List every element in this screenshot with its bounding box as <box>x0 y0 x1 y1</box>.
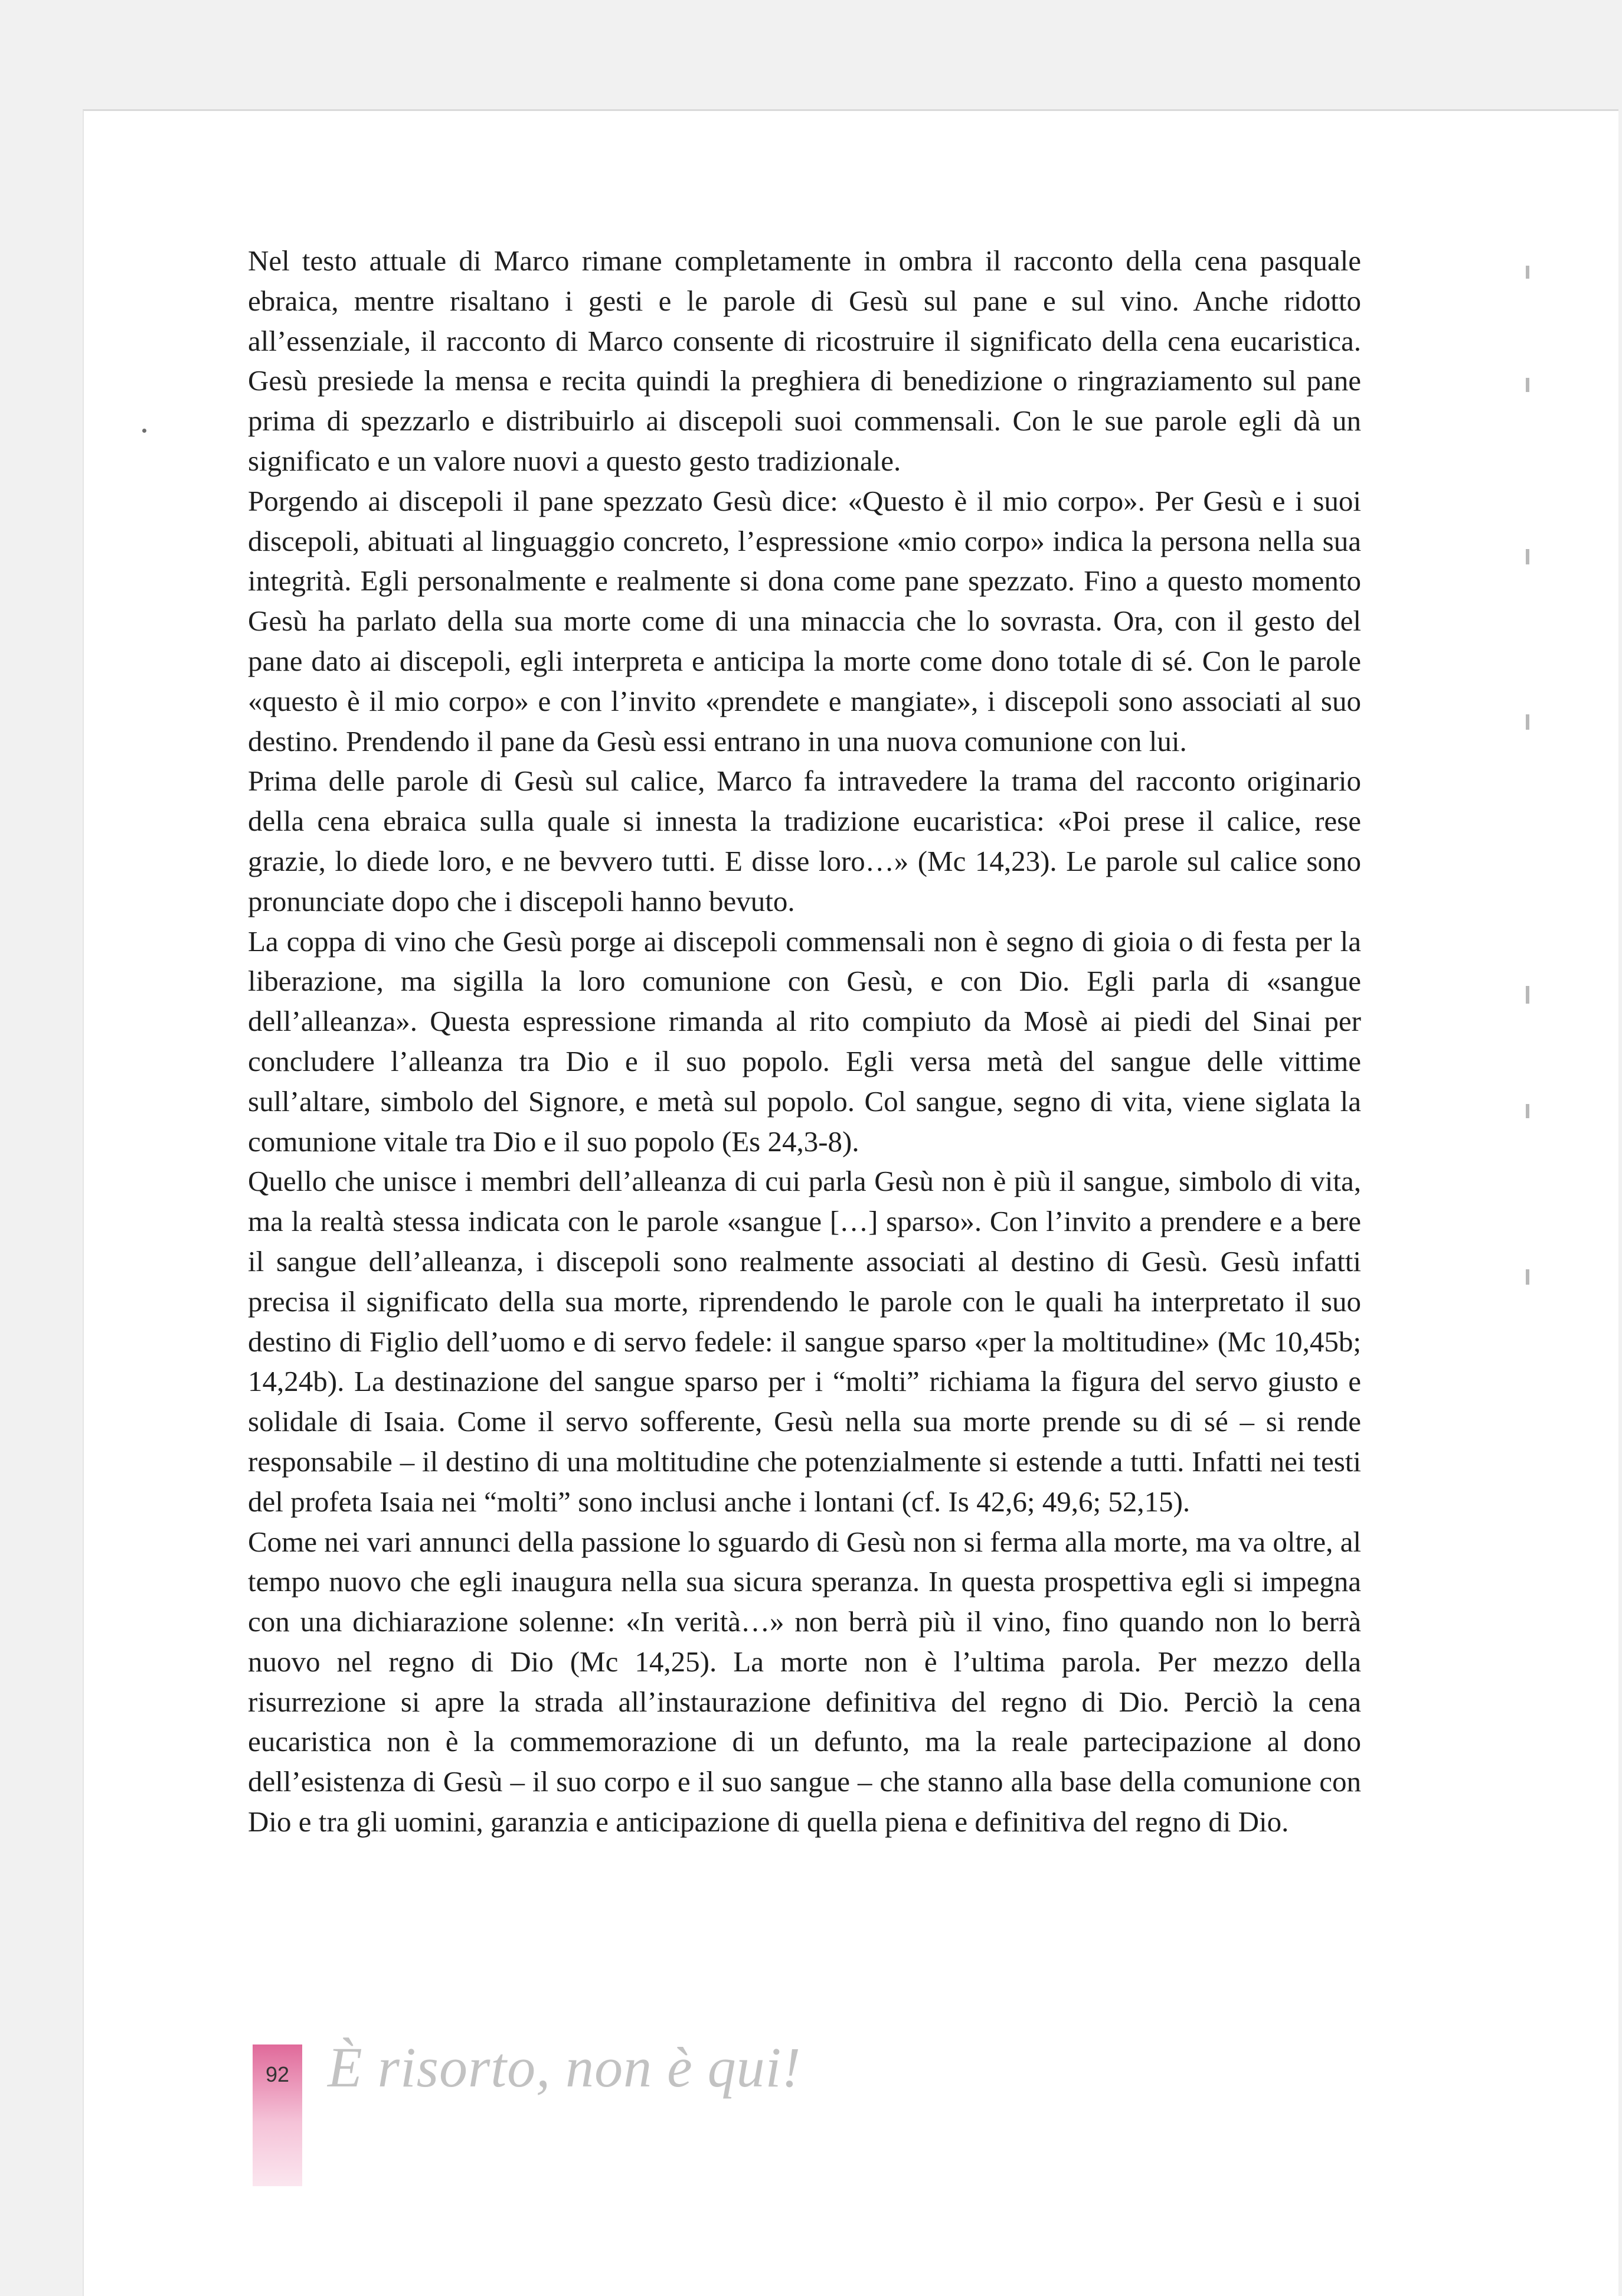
paragraph: Come nei vari annunci della passione lo sguardo di Gesù non si ferma alla morte, ma va oltre, al tempo nuovo che egli inaugura nella sua sicura speranza. In questa prospettiva egli si impegna con una dichiarazione solenne: «In verità…» non berrà più il vino, fino quando non lo berrà nuovo nel regno di Dio (Mc 14,25). La morte non è l’ultima parola. Per mezzo della risurrezione si apre la strada all’instaurazione definitiva del regno di Dio. Perciò la cena eucaristica non è la commemorazione di un defunto, ma la reale partecipazione al dono dell’esistenza di Gesù – il suo corpo e il suo sangue – che stanno alla base della comunione con Dio e tra gli uomini, garanzia e anticipazione di quella piena e definitiva del regno di Dio. <box>248 1525 1361 1838</box>
body-text <box>248 241 1361 1842</box>
binding-mark <box>1526 1269 1529 1285</box>
scan-speck <box>142 429 146 433</box>
running-title: È risorto, non è qui! <box>328 2036 802 2099</box>
binding-mark <box>1526 1104 1529 1118</box>
binding-mark <box>1526 549 1529 564</box>
paragraph: Porgendo ai discepoli il pane spezzato Gesù dice: «Questo è il mio corpo». Per Gesù e i suoi discepoli, abituati al linguaggio concreto, l’espressione «mio corpo» indica la persona nella sua integrità. Egli personalmente e realmente si dona come pane spezzato. Fino a questo momento Gesù ha parlato della sua morte come di una minaccia che lo sovrasta. Ora, con il gesto del pane dato ai discepoli, egli interpreta e anticipa la morte come dono totale di sé. Con le parole «questo è il mio corpo» e con l’invito «prendete e mangiate», i discepoli sono associati al suo destino. Prendendo il pane da Gesù essi entrano in una nuova comunione con lui. <box>248 484 1361 757</box>
binding-mark <box>1526 714 1529 730</box>
paragraph: Prima delle parole di Gesù sul calice, Marco fa intravedere la trama del racconto originario della cena ebraica sulla quale si innesta la tradizione eucaristica: «Poi prese il calice, rese grazie, lo diede loro, e ne bevvero tutti. E disse loro…» (Mc 14,23). Le parole sul calice sono pronunciate dopo che i discepoli hanno bevuto. <box>248 765 1361 917</box>
paragraph: Nel testo attuale di Marco rimane completamente in ombra il racconto della cena pasquale ebraica, mentre risaltano i gesti e le parole di Gesù sul pane e sul vino. Anche ridotto all’essenziale, il racconto di Marco consente di ricostruire il significato della cena eucaristica. Gesù presiede la mensa e recita quindi la preghiera di benedizione o ringraziamento sul pane prima di spezzarlo e distribuirlo ai discepoli suoi commensali. Con le sue parole egli dà un significato e un valore nuovi a questo gesto tradizionale. <box>248 244 1361 477</box>
paragraph: La coppa di vino che Gesù porge ai discepoli commensali non è segno di gioia o di festa per la liberazione, ma sigilla la loro comunione con Gesù, e con Dio. Egli parla di «sangue dell’alleanza». Questa espressione rimanda al rito compiuto da Mosè ai piedi del Sinai per concludere l’alleanza tra Dio e il suo popolo. Egli versa metà del sangue delle vittime sull’altare, simbolo del Signore, e metà sul popolo. Col sangue, segno di vita, viene siglata la comunione vitale tra Dio e il suo popolo (Es 24,3-8). <box>248 925 1361 1158</box>
binding-mark <box>1526 266 1529 279</box>
binding-mark <box>1526 378 1529 392</box>
page-number: 92 <box>265 2062 290 2086</box>
paragraph: Quello che unisce i membri dell’alleanza di cui parla Gesù non è più il sangue, simbolo di vita, ma la realtà stessa indicata con le parole «sangue […] sparso». Con l’invito a prendere e a bere il sangue dell’alleanza, i discepoli sono realmente associati al destino di Gesù. Gesù infatti precisa il significato della sua morte, riprendendo le parole con le quali ha interpretato il suo destino di Figlio dell’uomo e di servo fedele: il sangue sparso «per la moltitudine» (Mc 10,45b; 14,24b). La destinazione del sangue sparso per i “molti” richiama la figura del servo giusto e solidale di Isaia. Come il servo sofferente, Gesù nella sua morte prende su di sé – si rende responsabile – il destino di una moltitudine che potenzialmente si estende a tutti. Infatti nei testi del profeta Isaia nei “molti” sono inclusi anche i lontani (cf. Is 42,6; 49,6; 52,15). <box>248 1165 1361 1518</box>
binding-mark <box>1526 986 1529 1004</box>
